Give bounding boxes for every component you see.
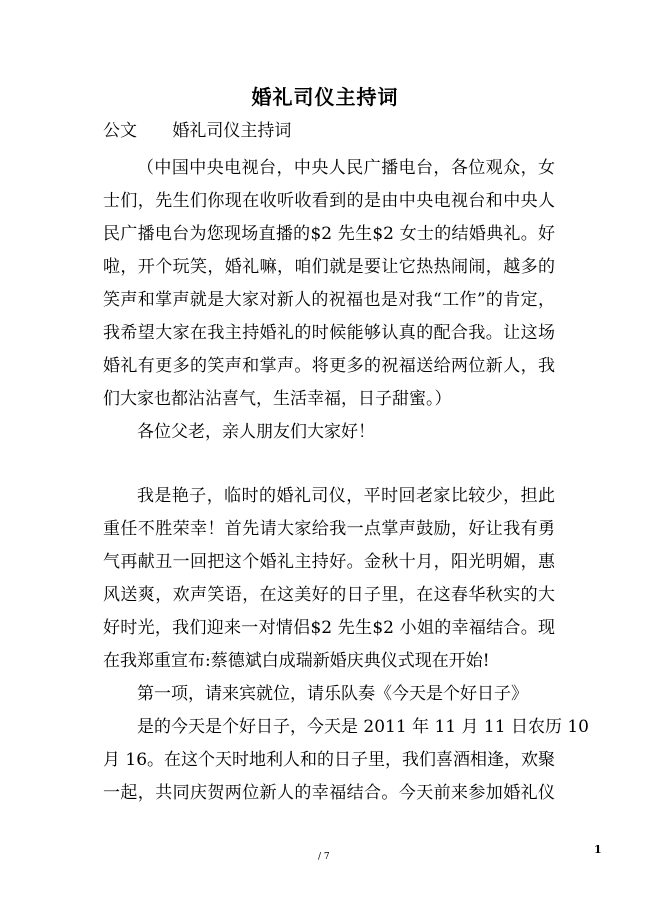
body-line: 民广播电台为您现场直播的$2 先生$2 女士的结婚典礼。好 xyxy=(103,224,555,244)
body-line: 我希望大家在我主持婚礼的时候能够认真的配合我。让这场 xyxy=(103,323,555,343)
document-body xyxy=(103,152,589,810)
document-title: 婚礼司仪主持词 xyxy=(251,85,399,109)
body-line: 一起，共同庆贺两位新人的幸福结合。今天前来参加婚礼仪 xyxy=(103,783,555,803)
document-meta xyxy=(103,118,291,144)
body-line: 在我郑重宣布:蔡德斌白成瑞新婚庆典仪式现在开始! xyxy=(103,651,490,671)
document-subtitle: 婚礼司仪主持词 xyxy=(172,121,292,141)
body-line: 们大家也都沾沾喜气，生活幸福，日子甜蜜。） xyxy=(103,389,452,409)
body-line: 好时光，我们迎来一对情侣$2 先生$2 小姐的幸福结合。现 xyxy=(103,618,555,638)
body-line: （中国中央电视台，中央人民广播电台，各位观众，女 xyxy=(137,158,555,178)
body-line: 月 16。在这个天时地利人和的日子里，我们喜酒相逢，欢聚 xyxy=(103,750,556,770)
body-line: 风送爽，欢声笑语，在这美好的日子里，在这春华秋实的大 xyxy=(103,585,555,605)
document-category: 公文 xyxy=(103,121,137,141)
body-line: 我是艳子，临时的婚礼司仪，平时回老家比较少，担此 xyxy=(137,486,555,506)
page-total: / 7 xyxy=(318,852,330,862)
page-number: 1 xyxy=(594,843,602,856)
body-line: 啦，开个玩笑，婚礼嘛，咱们就是要让它热热闹闹，越多的 xyxy=(103,257,555,277)
body-line: 是的今天是个好日子，今天是 2011 年 11 月 11 日农历 10 xyxy=(137,717,589,737)
body-line: 第一项，请来宾就位，请乐队奏《今天是个好日子》 xyxy=(137,684,528,704)
body-line: 气再献丑一回把这个婚礼主持好。金秋十月，阳光明媚，惠 xyxy=(103,552,555,572)
body-line: 士们，先生们你现在收听收看到的是由中央电视台和中央人 xyxy=(103,191,555,211)
body-line: 笑声和掌声就是大家对新人的祝福也是对我“工作”的肯定， xyxy=(103,290,555,310)
body-line: 重任不胜荣幸！首先请大家给我一点掌声鼓励，好让我有勇 xyxy=(103,519,555,539)
body-line: 各位父老，亲人朋友们大家好！ xyxy=(137,422,375,442)
body-line: 婚礼有更多的笑声和掌声。将更多的祝福送给两位新人，我 xyxy=(103,356,555,376)
